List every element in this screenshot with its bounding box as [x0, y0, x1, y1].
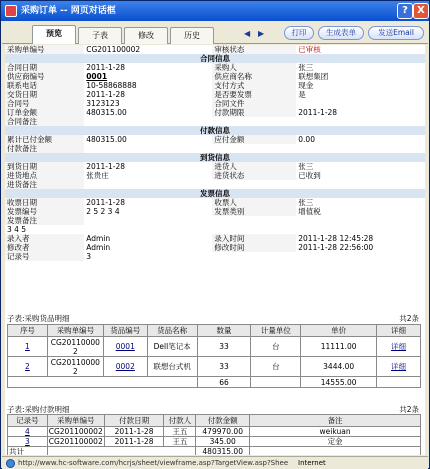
col-item-name: 货品名称 — [147, 325, 197, 337]
invoice-flag-label: 是否要发票 — [212, 90, 296, 99]
order-no-label: 采购单编号 — [5, 45, 84, 54]
col-price: 单价 — [301, 325, 377, 337]
buyer-label: 采购人 — [212, 63, 296, 72]
help-button[interactable]: ? — [397, 3, 413, 19]
payment-note: 定金 — [250, 437, 421, 447]
goods-table — [7, 324, 421, 388]
col-detail: 详细 — [377, 325, 421, 337]
invoice-type-label: 发票类别 — [212, 207, 296, 216]
supplier-name-label: 供应商名称 — [212, 72, 296, 81]
col-order-no: 采购单编号 — [47, 415, 104, 427]
payment-date: 2011-1-28 — [104, 437, 164, 447]
section-contract: 合同信息 — [5, 54, 425, 63]
payment-note: weikuan — [250, 427, 421, 437]
arrival-date-value: 2011-1-28 — [86, 162, 126, 171]
contract-note-label: 合同备注 — [5, 117, 84, 126]
modified-time-label: 修改时间 — [212, 243, 296, 252]
modified-time-value: 2011-1-28 22:56:00 — [298, 243, 374, 252]
goods-price: 3444.00 — [301, 357, 377, 377]
ticket-date-value: 2011-1-28 — [86, 198, 126, 207]
entry-by-label: 录入者 — [5, 234, 84, 243]
pay-note-value — [84, 144, 425, 153]
payment-order-no: CG201100002 — [48, 437, 103, 446]
payable-value: 0.00 — [298, 135, 315, 144]
col-item-no: 货品编号 — [103, 325, 147, 337]
table-row — [8, 427, 421, 437]
goods-total-price: 14555.00 — [301, 377, 377, 388]
prev-arrow-icon[interactable]: ◀ — [244, 29, 251, 38]
order-amount-label: 订单金额 — [5, 108, 84, 117]
payments-caption: 子表:采购付款明细 — [7, 405, 70, 414]
invoice-note-label: 发票备注 — [5, 216, 84, 225]
section-arrival: 到货信息 — [5, 153, 425, 162]
phone-value: 10-58868888 — [86, 81, 137, 90]
pay-note-label: 付款备注 — [5, 144, 84, 153]
goods-header-row — [8, 325, 421, 337]
payments-count: 共2条 — [399, 405, 419, 414]
record-no-value: 3 — [86, 252, 91, 261]
order-no-value: CG201100002 — [86, 45, 141, 54]
goods-unit: 台 — [251, 337, 301, 357]
payable-label: 应付金额 — [212, 135, 296, 144]
payment-record-link[interactable]: 3 — [8, 437, 48, 447]
entry-by-value: Admin — [86, 234, 111, 243]
goods-order-no: CG20110000 2 — [47, 337, 103, 357]
payment-order-no: CG201100002 — [48, 427, 103, 436]
status-bar — [2, 456, 428, 469]
contract-date-label: 合同日期 — [5, 63, 84, 72]
delivery-date-label: 交货日期 — [5, 90, 84, 99]
send-email-button[interactable]: 发送Email — [368, 26, 424, 40]
paid-total-value: 480315.00 — [86, 135, 127, 144]
paid-total-label: 累计已付金额 — [5, 135, 84, 144]
goods-seq-link[interactable]: 2 — [8, 357, 48, 377]
col-payer: 付款人 — [164, 415, 196, 427]
table-row — [8, 337, 421, 357]
contract-file-label: 合同文件 — [212, 99, 296, 108]
order-form — [5, 45, 425, 261]
payments-table — [7, 414, 421, 455]
print-button[interactable]: 打印 — [284, 26, 314, 40]
supplier-no-link[interactable]: 0001 — [86, 72, 108, 81]
goods-seq-link[interactable]: 1 — [8, 337, 48, 357]
table-row — [8, 437, 421, 447]
app-icon — [5, 5, 17, 17]
goods-total-qty: 66 — [197, 377, 251, 388]
contract-no-value: 3123123 — [86, 99, 120, 108]
tab-bar — [2, 22, 428, 44]
payment-amount: 345.00 — [196, 437, 250, 447]
page-icon — [6, 459, 15, 468]
modified-by-value: Admin — [86, 243, 111, 252]
goods-name: Dell笔记本 — [147, 337, 197, 357]
goods-item-link[interactable]: 0001 — [103, 337, 147, 357]
table-row — [8, 357, 421, 377]
invoice-note-value: 3 4 5 — [7, 225, 27, 234]
invoice-no-label: 发票编号 — [5, 207, 84, 216]
payments-header-row — [8, 415, 421, 427]
tab-subtable[interactable]: 子表 — [78, 27, 122, 44]
entry-time-value: 2011-1-28 12:45:28 — [298, 234, 374, 243]
goods-order-no: CG20110000 2 — [47, 357, 103, 377]
content-area — [5, 45, 425, 455]
col-amount: 付款金额 — [196, 415, 250, 427]
invoice-type-value: 增值税 — [298, 207, 321, 216]
payments-total-label: 共计 — [8, 447, 48, 456]
delivery-date-value: 2011-1-28 — [86, 90, 126, 99]
invoice-no-value: 2 5 2 3 4 — [86, 207, 120, 216]
close-button[interactable]: X — [413, 3, 429, 19]
record-no-label: 记录号 — [5, 252, 84, 261]
col-record-no: 记录号 — [8, 415, 48, 427]
goods-total-row — [8, 377, 421, 388]
col-unit: 计量单位 — [251, 325, 301, 337]
buyer-value: 张三 — [298, 63, 314, 72]
payment-payer: 王五 — [164, 427, 196, 437]
tab-history[interactable]: 历史 — [170, 27, 214, 44]
entry-time-label: 录入时间 — [212, 234, 296, 243]
approval-value: 已审核 — [298, 45, 321, 54]
col-pay-date: 付款日期 — [104, 415, 164, 427]
col-order-no: 采购单编号 — [47, 325, 103, 337]
tab-preview[interactable]: 预览 — [32, 25, 76, 44]
contract-note-value — [84, 117, 425, 126]
payment-record-link[interactable]: 4 — [8, 427, 48, 437]
tab-edit[interactable]: 修改 — [124, 27, 168, 44]
pay-method-value: 现金 — [298, 81, 314, 90]
goods-qty: 33 — [197, 357, 251, 377]
arrival-date-label: 到货日期 — [5, 162, 84, 171]
invoice-flag-value: 是 — [298, 90, 306, 99]
goods-qty: 33 — [197, 337, 251, 357]
payment-amount: 479970.00 — [196, 427, 250, 437]
arrival-note-value — [84, 180, 425, 189]
arrival-status-value: 已收到 — [298, 171, 321, 180]
contract-file-value — [296, 99, 425, 108]
title-bar — [1, 1, 429, 21]
ticket-receiver-label: 收票人 — [212, 198, 296, 207]
payments-total-amount: 480315.00 — [196, 447, 250, 456]
col-seq: 序号 — [8, 325, 48, 337]
goods-price: 11111.00 — [301, 337, 377, 357]
approval-label: 审核状态 — [212, 45, 296, 54]
col-note: 备注 — [250, 415, 421, 427]
receiver-value: 张三 — [298, 162, 314, 171]
receiver-label: 进货人 — [212, 162, 296, 171]
goods-count: 共2条 — [399, 314, 419, 323]
goods-caption: 子表:采购货品明细 — [7, 314, 70, 323]
export-form-button[interactable]: 生成表单 — [318, 26, 364, 40]
pay-method-label: 支付方式 — [212, 81, 296, 90]
col-qty: 数量 — [197, 325, 251, 337]
status-url: http://www.hc-software.com/hcrjs/sheet/viewframe.asp?TargetView.asp?Shee — [18, 459, 289, 467]
next-arrow-icon[interactable]: ▶ — [258, 29, 265, 38]
arrival-note-label: 进货备注 — [5, 180, 84, 189]
section-payment: 付款信息 — [5, 126, 425, 135]
goods-detail-link[interactable]: 详细 — [377, 357, 421, 377]
ticket-date-label: 收票日期 — [5, 198, 84, 207]
contract-date-value: 2011-1-28 — [86, 63, 126, 72]
pay-deadline-value: 2011-1-28 — [298, 108, 338, 117]
supplier-name-value: 联想集团 — [298, 72, 329, 81]
arrival-place-value: 张贵庄 — [86, 171, 109, 180]
arrival-place-label: 进货地点 — [5, 171, 84, 180]
goods-item-link[interactable]: 0002 — [103, 357, 147, 377]
order-amount-value: 480315.00 — [86, 108, 127, 117]
goods-unit: 台 — [251, 357, 301, 377]
goods-detail-link[interactable]: 详细 — [377, 337, 421, 357]
supplier-no-label: 供应商编号 — [5, 72, 84, 81]
ticket-receiver-value: 张三 — [298, 198, 314, 207]
payments-total-row — [8, 447, 421, 456]
arrival-status-label: 进货状态 — [212, 171, 296, 180]
section-invoice: 发票信息 — [5, 189, 425, 198]
payment-date: 2011-1-28 — [104, 427, 164, 437]
phone-label: 联系电话 — [5, 81, 84, 90]
goods-name: 联想台式机 — [147, 357, 197, 377]
internet-zone: Internet — [298, 459, 326, 467]
contract-no-label: 合同号 — [5, 99, 84, 108]
window-title: 采购订单 -- 网页对话框 — [21, 6, 116, 16]
pay-deadline-label: 付款期限 — [212, 108, 296, 117]
modified-by-label: 修改者 — [5, 243, 84, 252]
payment-payer: 王五 — [164, 437, 196, 447]
